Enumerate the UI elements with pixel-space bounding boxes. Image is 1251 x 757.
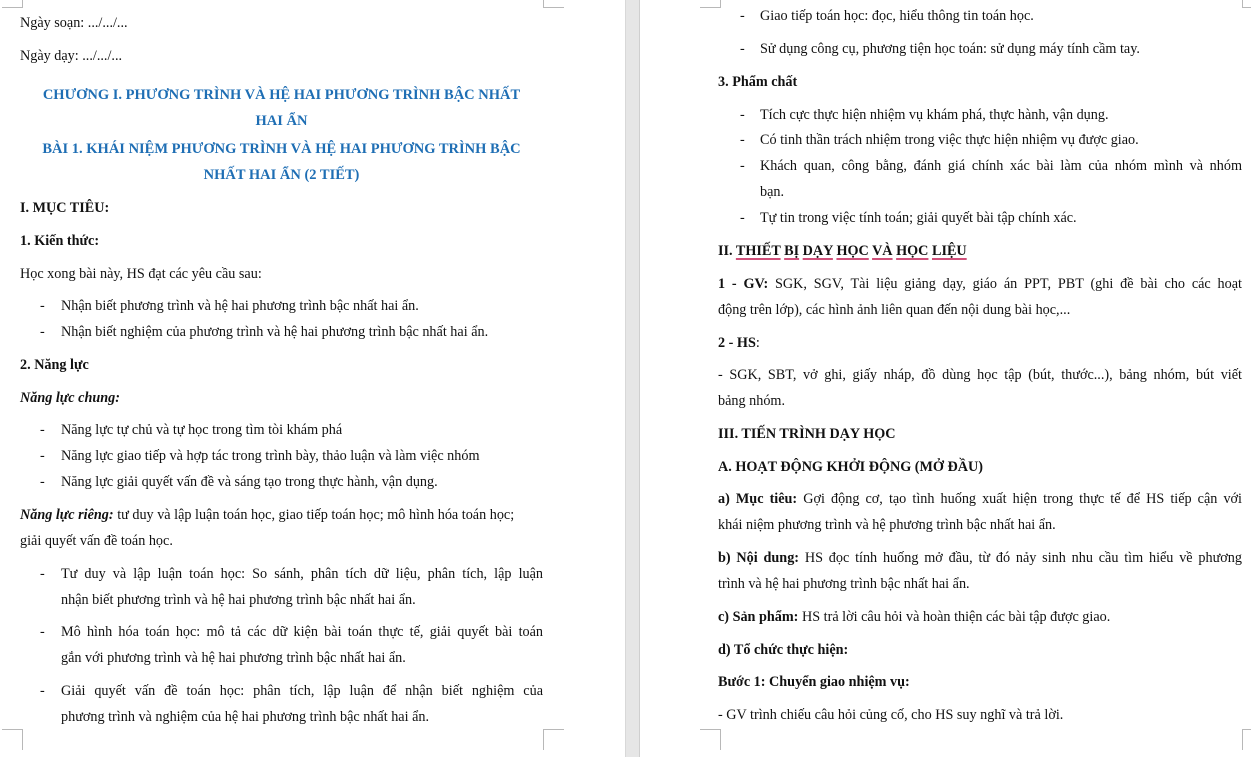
- bullet-dash: -: [40, 474, 45, 490]
- bullet-dash: -: [40, 683, 45, 699]
- list-item: Giao tiếp toán học: đọc, hiểu thông tin toán học.: [760, 8, 1034, 24]
- margin-corner-mark: [1242, 0, 1251, 8]
- noi-dung-label: b) Nội dung:: [718, 550, 800, 566]
- buoc-1-text: - GV trình chiếu câu hỏi củng cố, cho HS suy nghĩ và trả lời.: [718, 707, 1064, 723]
- spellcheck-word[interactable]: VÀ: [872, 243, 893, 259]
- hoat-dong-khoi-dong-heading: A. HOẠT ĐỘNG KHỞI ĐỘNG (MỞ ĐẦU): [718, 459, 983, 475]
- chapter-title-cont: HAI ẨN: [255, 113, 308, 129]
- nang-luc-rieng-text-cont: giải quyết vấn đề toán học.: [20, 533, 173, 549]
- gv-paragraph: [718, 275, 1242, 293]
- list-item: Giải quyết vấn đề toán học: phân tích, lập luận để nhận biết nghiệm của: [61, 683, 543, 699]
- bullet-dash: -: [740, 8, 745, 24]
- bullet-dash: -: [740, 107, 745, 123]
- list-item: Năng lực giao tiếp và hợp tác trong trình bày, thảo luận và làm việc nhóm: [61, 448, 480, 464]
- hs-colon: :: [755, 335, 760, 351]
- bullet-dash: -: [740, 210, 745, 226]
- lesson-title: BÀI 1. KHÁI NIỆM PHƯƠNG TRÌNH VÀ HỆ HAI PHƯƠNG TRÌNH BẬC: [42, 141, 521, 157]
- ngay-day: Ngày dạy: .../.../...: [20, 48, 123, 64]
- bullet-dash: -: [40, 298, 45, 314]
- list-item: Nhận biết phương trình và hệ hai phương trình bậc nhất hai ẩn.: [61, 298, 419, 314]
- spellcheck-word[interactable]: HỌC: [836, 243, 869, 259]
- hs-text: - SGK, SBT, vở ghi, giấy nháp, đồ dùng học tập (bút, thước...), bảng nhóm, bút viết: [718, 367, 1242, 383]
- margin-corner-mark: [2, 729, 23, 750]
- kien-thuc-heading: 1. Kiến thức:: [20, 233, 100, 249]
- section-muc-tieu-heading: I. MỤC TIÊU:: [20, 200, 110, 216]
- hs-label: 2 - HS: [718, 335, 756, 351]
- muc-tieu-text-cont: khái niệm phương trình và hệ phương trình bậc nhất hai ẩn.: [718, 517, 1056, 533]
- bullet-dash: -: [40, 566, 45, 582]
- muc-tieu-text: Gợi động cơ, tạo tình huống xuất hiện trong thực tế để HS tiếp cận với: [797, 491, 1243, 507]
- margin-corner-mark: [543, 0, 564, 8]
- bullet-dash: -: [740, 41, 745, 57]
- list-item-cont: bạn.: [760, 184, 785, 200]
- bullet-dash: -: [740, 132, 745, 148]
- gv-text: SGK, SGV, Tài liệu giảng dạy, giáo án PPT, PBT (ghi đề bài cho các hoạt: [768, 276, 1242, 292]
- list-item: Năng lực giải quyết vấn đề và sáng tạo trong thực hành, vận dụng.: [61, 474, 438, 490]
- margin-corner-mark: [2, 0, 23, 8]
- hs-heading: [718, 334, 760, 352]
- list-item-cont: nhận biết phương trình và hệ hai phương trình bậc nhất hai ẩn.: [61, 592, 416, 608]
- bullet-dash: -: [740, 158, 745, 174]
- section-thiet-bi-heading: [718, 242, 967, 260]
- gv-text-cont: động trên lớp), các hình ảnh liên quan đến nội dung bài học,...: [718, 302, 1071, 318]
- list-item-cont: gắn với phương trình và hệ hai phương trình bậc nhất hai ẩn.: [61, 650, 406, 666]
- gv-label: 1 - GV:: [718, 276, 769, 292]
- spellcheck-word[interactable]: HỌC: [896, 243, 929, 259]
- nang-luc-rieng-text: tư duy và lập luận toán học, giao tiếp toán học; mô hình hóa toán học;: [113, 507, 515, 523]
- list-item: Mô hình hóa toán học: mô tả các dữ kiện bài toán thực tế, giải quyết bài toán: [61, 624, 543, 640]
- noi-dung-paragraph: [718, 549, 1242, 567]
- nang-luc-rieng-label: Năng lực riêng:: [20, 507, 114, 523]
- nang-luc-chung-label: Năng lực chung:: [20, 390, 120, 406]
- list-item: Tích cực thực hiện nhiệm vụ khám phá, thực hành, vận dụng.: [760, 107, 1109, 123]
- to-chuc-heading: d) Tổ chức thực hiện:: [718, 642, 849, 658]
- spellcheck-word[interactable]: DẠY: [802, 243, 833, 259]
- kien-thuc-intro: Học xong bài này, HS đạt các yêu cầu sau:: [20, 266, 262, 282]
- pham-chat-heading: 3. Phẩm chất: [718, 74, 798, 90]
- bullet-dash: -: [40, 624, 45, 640]
- spellcheck-word[interactable]: LIỆU: [931, 243, 967, 259]
- list-item: Năng lực tự chủ và tự học trong tìm tòi khám phá: [61, 422, 343, 438]
- list-item: Khách quan, công bằng, đánh giá chính xác bài làm của nhóm mình và nhóm: [760, 158, 1242, 174]
- list-item: Tư duy và lập luận toán học: So sánh, phân tích dữ liệu, phân tích, lập luận: [61, 566, 543, 582]
- spellcheck-word[interactable]: BỊ: [784, 243, 800, 259]
- list-item: Có tinh thần trách nhiệm trong việc thực hiện nhiệm vụ được giao.: [760, 132, 1139, 148]
- section-tien-trinh-heading: III. TIẾN TRÌNH DẠY HỌC: [718, 426, 896, 442]
- noi-dung-text-cont: trình và hệ hai phương trình bậc nhất hai ẩn.: [718, 576, 970, 592]
- list-item: Tự tin trong việc tính toán; giải quyết bài tập chính xác.: [760, 210, 1077, 226]
- list-item: Sử dụng công cụ, phương tiện học toán: sử dụng máy tính cầm tay.: [760, 41, 1140, 57]
- margin-corner-mark: [700, 0, 721, 8]
- hs-text-cont: bảng nhóm.: [718, 393, 785, 409]
- san-pham-text: HS trả lời câu hỏi và hoàn thiện các bài tập được giao.: [798, 609, 1111, 625]
- list-item-cont: phương trình và nghiệm của hệ hai phương trình bậc nhất hai ẩn.: [61, 709, 430, 725]
- buoc-1-heading: Bước 1: Chuyển giao nhiệm vụ:: [718, 674, 910, 690]
- nang-luc-heading: 2. Năng lực: [20, 357, 89, 373]
- bullet-dash: -: [40, 324, 45, 340]
- san-pham-paragraph: [718, 608, 1110, 626]
- spellcheck-word[interactable]: THIẾT: [735, 243, 781, 259]
- margin-corner-mark: [1242, 729, 1251, 750]
- muc-tieu-paragraph: [718, 490, 1242, 508]
- nang-luc-rieng-paragraph: [20, 506, 514, 524]
- ngay-soan: Ngày soạn: .../.../...: [20, 15, 128, 31]
- chapter-title: CHƯƠNG I. PHƯƠNG TRÌNH VÀ HỆ HAI PHƯƠNG TRÌNH BẬC NHẤT: [42, 87, 521, 103]
- san-pham-label: c) Sản phẩm:: [718, 609, 799, 625]
- page-gutter: [625, 0, 640, 757]
- bullet-dash: -: [40, 448, 45, 464]
- margin-corner-mark: [543, 729, 564, 750]
- section-number: II.: [718, 243, 736, 259]
- bullet-dash: -: [40, 422, 45, 438]
- noi-dung-text: HS đọc tính huống mở đầu, từ đó nảy sinh nhu cầu tìm hiểu về phương: [799, 550, 1242, 566]
- muc-tieu-label: a) Mục tiêu:: [718, 491, 798, 507]
- page-right[interactable]: [640, 0, 1251, 757]
- margin-corner-mark: [700, 729, 721, 750]
- list-item: Nhận biết nghiệm của phương trình và hệ hai phương trình bậc nhất hai ẩn.: [61, 324, 489, 340]
- page-left[interactable]: [0, 0, 625, 757]
- lesson-title-cont: NHẤT HAI ẨN (2 TIẾT): [203, 167, 360, 183]
